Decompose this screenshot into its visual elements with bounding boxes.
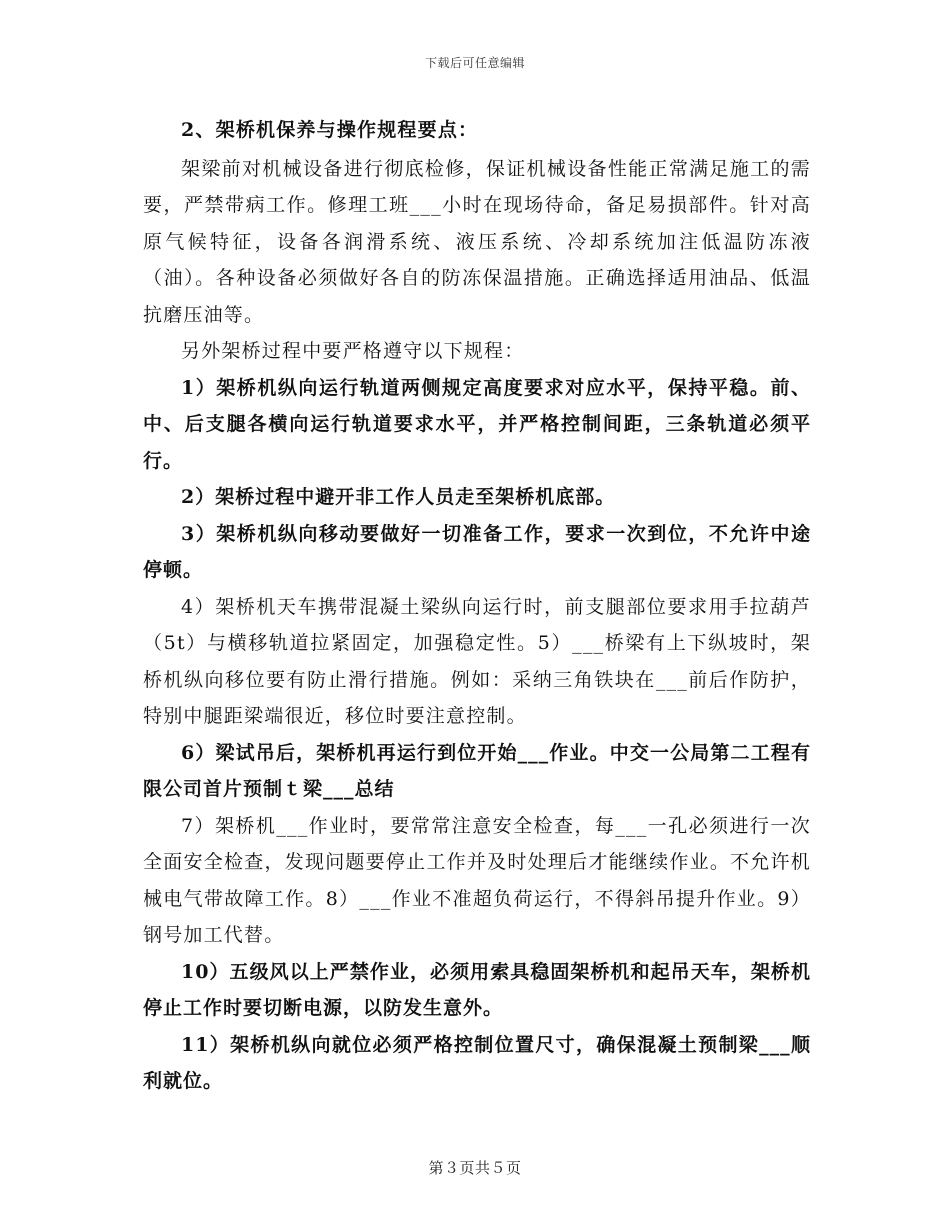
rule-1: 1）架桥机纵向运行轨道两侧规定高度要求对应水平，保持平稳。前、中、后支腿各横向运行轨道要求水平，并严格控制间距，三条轨道必须平行。: [143, 376, 811, 472]
page-footer: 第３页共５页: [428, 1159, 522, 1177]
rule-10: 10）五级风以上严禁作业，必须用索具稳固架桥机和起吊天车，架桥机停止工作时要切断电源，以防发生意外。: [143, 960, 811, 1019]
rule-7-9: 7）架桥机___作业时，要常常注意安全检查，每___一孔必须进行一次全面安全检查，发现问题要停止工作并及时处理后才能继续作业。不允许机械电气带故障工作。8）___作业不准超负荷运行，不得斜吊提升作业。9）钢号加工代替。: [143, 814, 811, 946]
document-body: [143, 112, 811, 1100]
section-heading: 2、架桥机保养与操作规程要点：: [181, 119, 479, 141]
paragraph-rules-intro: 另外架桥过程中要严格遵守以下规程：: [181, 340, 525, 362]
page-header: 下载后可任意编辑: [424, 56, 525, 70]
rule-2: 2）架桥过程中避开非工作人员走至架桥机底部。: [181, 486, 616, 508]
rule-11: 11）架桥机纵向就位必须严格控制位置尺寸，确保混凝土预制梁___顺利就位。: [143, 1033, 811, 1092]
rule-4-5: 4）架桥机天车携带混凝土梁纵向运行时，前支腿部位要求用手拉葫芦（5t）与横移轨道拉紧固定，加强稳定性。5）___桥梁有上下纵坡时，架桥机纵向移位要有防止滑行措施。例如：采纳三角铁块在___前后作防护，特别中腿距梁端很近，移位时要注意控制。: [143, 595, 811, 727]
rule-6: 6）梁试吊后，架桥机再运行到位开始___作业。中交一公局第二工程有限公司首片预制ｔ梁___总结: [143, 741, 811, 800]
paragraph-maintenance: 架梁前对机械设备进行彻底检修，保证机械设备性能正常满足施工的需要，严禁带病工作。修理工班___小时在现场待命，备足易损部件。针对高原气候特征，设备各润滑系统、液压系统、冷却系统加注低温防冻液（油）。各种设备必须做好各自的防冻保温措施。正确选择适用油品、低温抗磨压油等。: [143, 157, 811, 326]
rule-3: 3）架桥机纵向移动要做好一切准备工作，要求一次到位，不允许中途停顿。: [143, 522, 811, 581]
